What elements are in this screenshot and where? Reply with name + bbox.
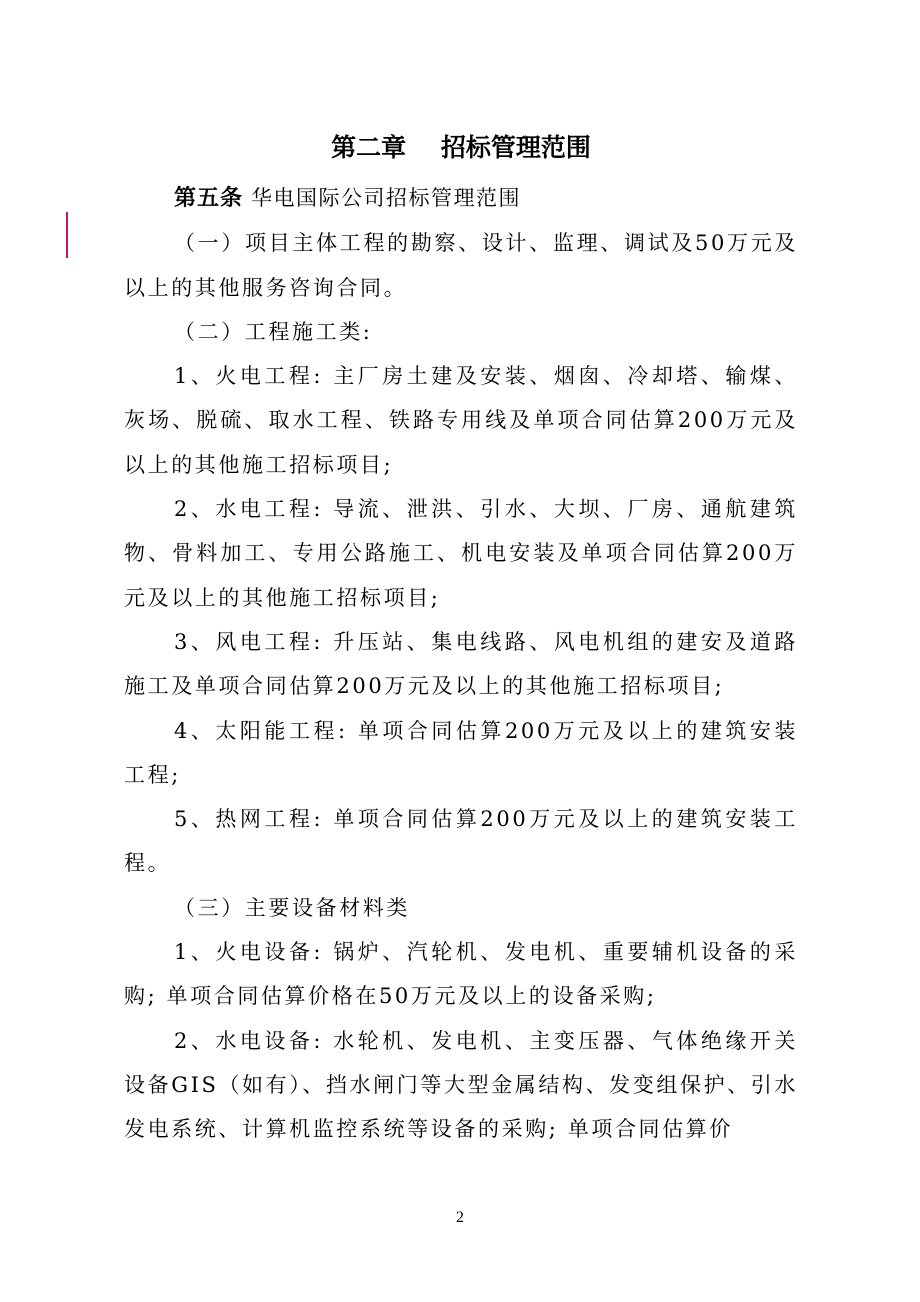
paragraph-construction-heading: （二）工程施工类: — [174, 319, 373, 344]
paragraph-hydropower-works: 2、水电工程: 导流、泄洪、引水、大坝、厂房、通航建筑物、骨料加工、专用公路施工、机电安装及单项合同估算200万元及以上的其他施工招标项目; — [124, 497, 798, 610]
paragraph-hydro-equipment: 2、水电设备: 水轮机、发电机、主变压器、气体绝缘开关设备GIS（如有）、挡水闸门等大型金属结构、发变组保护、引水发电系统、计算机监控系统等设备的采购; 单项合同估算价 — [124, 1028, 798, 1142]
paragraph-wind-power-works: 3、风电工程: 升压站、集电线路、风电机组的建安及道路施工及单项合同估算200万元及以上的其他施工招标项目; — [124, 629, 798, 699]
chapter-title: 第二章 招标管理范围 — [331, 133, 591, 162]
article-heading — [124, 176, 798, 221]
paragraph-service-contracts: （一）项目主体工程的勘察、设计、监理、调试及50万元及以上的其他服务咨询合同。 — [124, 231, 798, 300]
paragraph-thermal-power-works: 1、火电工程: 主厂房土建及安装、烟囱、冷却塔、输煤、灰场、脱硫、取水工程、铁路专用线及单项合同估算200万元及以上的其他施工招标项目; — [124, 364, 798, 477]
article-number: 第五条 — [174, 186, 244, 211]
paragraph-heat-network-works: 5、热网工程: 单项合同估算200万元及以上的建筑安装工程。 — [124, 807, 798, 876]
paragraph-thermal-equipment: 1、火电设备: 锅炉、汽轮机、发电机、重要辅机设备的采购; 单项合同估算价格在50万元及以上的设备采购; — [124, 940, 798, 1009]
paragraph-solar-works: 4、太阳能工程: 单项合同估算200万元及以上的建筑安装工程; — [124, 718, 798, 787]
paragraph-equipment-heading: （三）主要设备材料类 — [174, 895, 410, 920]
page-number: 2 — [456, 1209, 464, 1226]
article-title: 华电国际公司招标管理范围 — [251, 186, 522, 210]
revision-margin-mark — [66, 212, 68, 258]
page-content — [124, 128, 798, 1152]
